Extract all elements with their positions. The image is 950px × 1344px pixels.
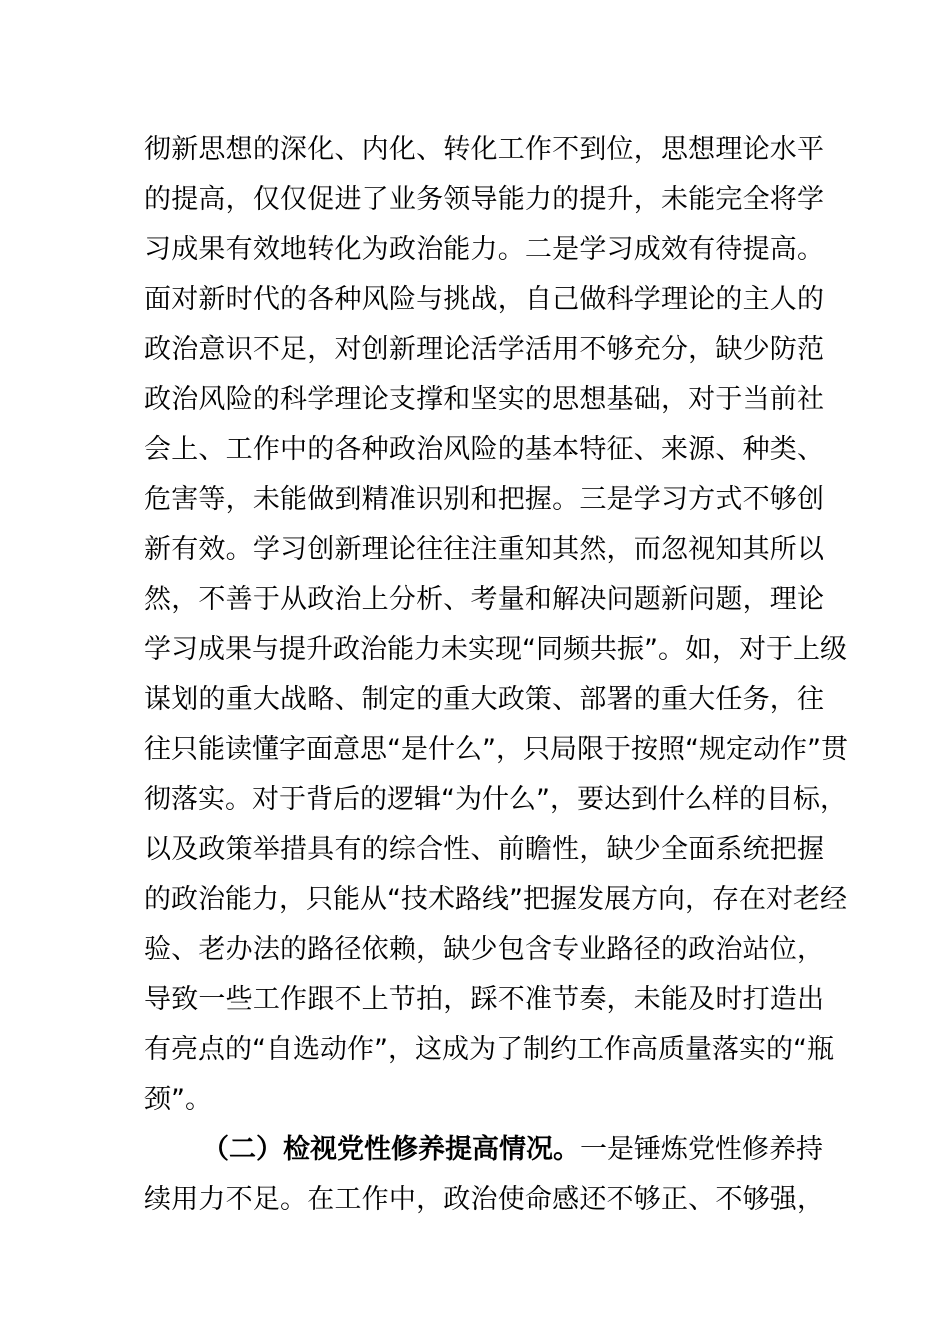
paragraph-line: 面对新时代的各种风险与挑战，自己做科学理论的主人的 xyxy=(144,284,824,315)
paragraph-line: 往只能读懂字面意思“是什么”，只局限于按照“规定动作”贯 xyxy=(144,734,848,765)
paragraph-line: 谋划的重大战略、制定的重大政策、部署的重大任务，往 xyxy=(144,684,824,715)
paragraph-line: 以及政策举措具有的综合性、前瞻性，缺少全面系统把握 xyxy=(144,834,824,865)
paragraph-line: 颈”。 xyxy=(144,1084,212,1115)
paragraph-line: 新有效。学习创新理论往往注重知其然，而忽视知其所以 xyxy=(144,534,824,565)
section-heading: （二）检视党性修养提高情况。 xyxy=(202,1134,580,1165)
paragraph-line: 有亮点的“自选动作”，这成为了制约工作高质量落实的“瓶 xyxy=(144,1034,834,1065)
body-text xyxy=(144,125,848,1225)
paragraph-line: 的提高，仅仅促进了业务领导能力的提升，未能完全将学 xyxy=(144,184,824,215)
paragraph-line: 学习成果与提升政治能力未实现“同频共振”。如，对于上级 xyxy=(144,634,847,665)
paragraph-line: 政治意识不足，对创新理论活学活用不够充分，缺少防范 xyxy=(144,334,824,365)
section-text: 一是锤炼党性修养持 xyxy=(580,1134,823,1165)
paragraph-line: 危害等，未能做到精准识别和把握。三是学习方式不够创 xyxy=(144,484,824,515)
paragraph-line: 的政治能力，只能从“技术路线”把握发展方向，存在对老经 xyxy=(144,884,847,915)
paragraph-line: 彻新思想的深化、内化、转化工作不到位，思想理论水平 xyxy=(144,134,824,165)
paragraph-line: 导致一些工作跟不上节拍，踩不准节奏，未能及时打造出 xyxy=(144,984,824,1015)
paragraph-line: 续用力不足。在工作中，政治使命感还不够正、不够强， xyxy=(144,1184,824,1215)
paragraph-line: 政治风险的科学理论支撑和坚实的思想基础，对于当前社 xyxy=(144,384,824,415)
section-heading-line xyxy=(144,1125,824,1175)
paragraph-line: 彻落实。对于背后的逻辑“为什么”，要达到什么样的目标， xyxy=(144,784,847,815)
paragraph-line: 习成果有效地转化为政治能力。二是学习成效有待提高。 xyxy=(144,234,824,265)
paragraph-line: 会上、工作中的各种政治风险的基本特征、来源、种类、 xyxy=(144,434,824,465)
paragraph-line: 验、老办法的路径依赖，缺少包含专业路径的政治站位， xyxy=(144,934,824,965)
paragraph-line: 然，不善于从政治上分析、考量和解决问题新问题，理论 xyxy=(144,584,824,615)
